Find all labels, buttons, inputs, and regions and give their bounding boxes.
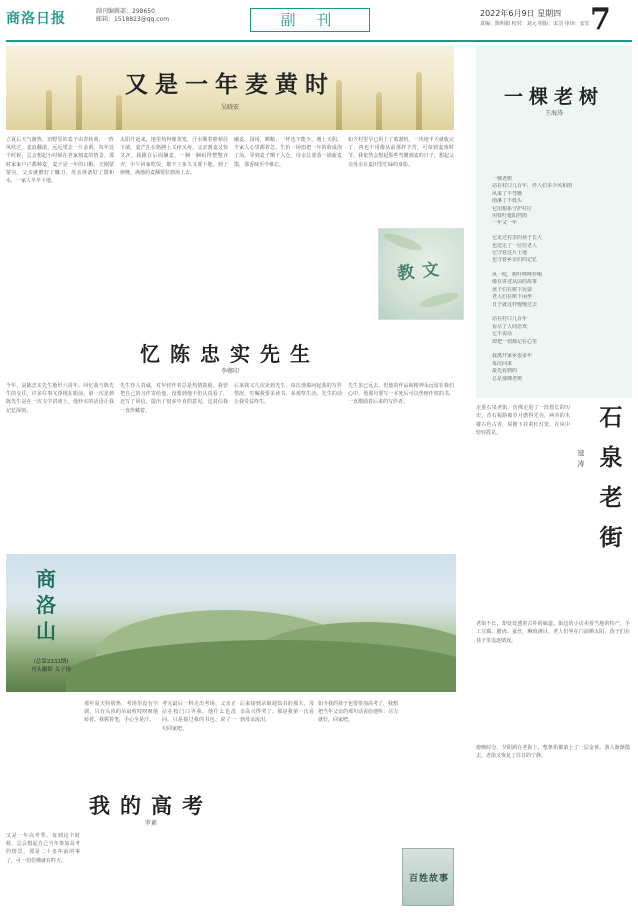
photo-title bbox=[28, 566, 64, 644]
vertical-article-column: 老街不长，却处处透着古朴的味道。街边的小店卖着当地的特产，手工豆腐、腊肉、蚕丝，琳琅满目。老人们坐在门前晒太阳，孩子们在巷子里追逐嬉戏。 bbox=[476, 621, 630, 644]
pub-line: 副刊编辑部：298650 bbox=[96, 8, 155, 15]
gaokao-author: 罗素 bbox=[144, 820, 157, 827]
editor-credits: 责编：陈明娟 校对：刘元 组版：宋洁 审读：安宏 bbox=[480, 21, 590, 27]
poem-line: 雨淋了不低头 bbox=[492, 198, 523, 205]
article1-column: 如今村里早已用上了收割机，一块地半天就收完了，再也不用像从前那样辛苦。可每到麦黄时节，我依然会想起那些弯腰割麦的日子，想起父亲母亲在麦田里忙碌的身影。 bbox=[348, 137, 454, 168]
poem-line: 风来了不弯腰 bbox=[492, 190, 523, 197]
masthead-rule bbox=[6, 40, 632, 42]
poem-line: 像在讲述从前的故事 bbox=[492, 279, 538, 286]
gaokao-column: 又是一年高考季。每到这个时候，总会想起自己当年参加高考的情景。那是二十多年前的事了，可一切仿佛就在昨天。 bbox=[6, 833, 80, 864]
illustration-label: 教 文 bbox=[396, 259, 442, 285]
stamp-label: 百姓故事 bbox=[409, 874, 450, 884]
poem-line: 站在村口几百年，伴人们多少风和雨 bbox=[492, 183, 573, 190]
gaokao-column: 那年夏天特别热，考场里没有空调，只有头顶的吊扇吱吱呀呀地转着。我握着笔，手心全是汗。 bbox=[84, 701, 158, 724]
poem-line: 日子就这样慢慢过去 bbox=[492, 301, 538, 308]
photo-caption-line: 刊头摄影 关子扬 bbox=[30, 667, 72, 673]
vertical-article-column: 傍晚时分，夕阳洒在老街上，整条街都染上了一层金黄。游人渐渐散去，老街又恢复了往日的宁静。 bbox=[476, 745, 630, 760]
vertical-article-title bbox=[596, 398, 626, 558]
poem-line: 站在村口几百年 bbox=[492, 316, 528, 323]
poem-author: 王海涛 bbox=[544, 110, 563, 117]
poem-line: 看尽了人间悲欢 bbox=[492, 323, 528, 330]
poem-title: 一棵老树 bbox=[503, 86, 604, 108]
poem-line bbox=[492, 265, 626, 272]
article2-column: 后来我又几次见到先生，每次他都问起我的写作情况，叮嘱我要多读书、多观察生活。先生的话让我受益终生。 bbox=[234, 383, 342, 406]
poem-line: 一棵老树 bbox=[492, 176, 513, 182]
poem-line: 它不说话 bbox=[492, 331, 513, 338]
vertical-article-author bbox=[574, 448, 588, 470]
poem-line: 却把一切都记在心里 bbox=[492, 338, 538, 345]
poem-line: 最先看到的 bbox=[492, 368, 518, 375]
article2-column: 今年，是陈忠实先生逝世六周年。回忆我与陈先生的交往，许多往事又浮现在眼前。第一次见到陈先生是在一次文学讲座上，他朴实的话语让我记忆深刻。 bbox=[6, 383, 114, 414]
poem-line: 风一吹，树叶哗哗作响 bbox=[492, 272, 543, 279]
vertical-title-char: 石 bbox=[599, 405, 623, 431]
pub-line: 邮箱：1518823@qq.com bbox=[96, 16, 170, 23]
poem-line: 它用根系守护村庄 bbox=[492, 205, 533, 212]
gaokao-column: 如今我的孩子也要参加高考了，我想把当年父亲的那句话说给他听：尽力就好，回家吧。 bbox=[318, 701, 398, 724]
photo-title-char: 山 bbox=[36, 619, 56, 643]
poem-line: 老人们在树下闲坐 bbox=[492, 294, 533, 301]
poem-line: 也守着乡亲们的记忆 bbox=[492, 257, 538, 264]
article2-column: 先生待人真诚，对年轻作者总是热情鼓励。我曾把自己的习作寄给他，没想到他不但认真看了，还写了回信，提出了很多中肯的意见。这封信我一直珍藏着。 bbox=[120, 383, 228, 414]
poem-line: 总是那棵老树 bbox=[492, 375, 523, 382]
poem-line: 一年又一年 bbox=[492, 220, 518, 227]
poem-line: 每次回来 bbox=[492, 360, 513, 367]
photo-caption-line: (总第2333期) bbox=[33, 659, 69, 665]
poem-line bbox=[492, 228, 626, 235]
newspaper-brand: 商洛日报 bbox=[6, 11, 66, 27]
vertical-author-char: 寇 bbox=[577, 449, 585, 457]
vertical-article-column: 走进石泉老街，仿佛走进了一段悠长的历史。青石板路被岁月磨得光亮，两旁的木楼古色古香，屋檐下挂着红灯笼，在风中轻轻摇晃。 bbox=[476, 405, 570, 437]
issue-date: 2022年6月9日 星期四 bbox=[480, 9, 562, 18]
vertical-title-char: 泉 bbox=[599, 445, 623, 471]
page-number: 7 bbox=[590, 2, 611, 37]
article1-banner bbox=[6, 46, 454, 130]
gaokao-column: 后来接到录取通知书的那天，母亲高兴得哭了。那是我第一次看到母亲流泪。 bbox=[240, 701, 314, 724]
poem-line: 也送走了一位位老人 bbox=[492, 242, 538, 249]
photo-caption bbox=[18, 658, 84, 674]
poem-lines bbox=[492, 176, 626, 383]
poem-line bbox=[492, 309, 626, 316]
article2-title: 忆陈忠实先生 bbox=[140, 342, 320, 366]
article2-column: 先生虽已远去，但他的作品和精神永远留在我们心中。他那句要写一本死后可以垫棺作枕的书，一直激励着后来的写作者。 bbox=[348, 383, 454, 406]
photo-title-char: 洛 bbox=[36, 593, 56, 617]
article1-byline: 吴晓宏 bbox=[220, 104, 239, 111]
masthead bbox=[0, 0, 638, 40]
gaokao-title: 我的高考 bbox=[89, 794, 213, 818]
poem-line: 它守着这片土地 bbox=[492, 249, 528, 256]
vertical-author-char: 涛 bbox=[577, 460, 585, 468]
poem-line: 用枝叶遮阳挡雨 bbox=[492, 212, 528, 219]
article2-byline: 李郸印 bbox=[220, 368, 239, 375]
vertical-title-char: 老 bbox=[599, 485, 623, 511]
article1-column: 太阳升起来，地里热得像蒸笼，汗水顺着脸颊往下淌，麦芒扎在胳膊上又痒又疼。父亲割麦又快又齐，我跟在后面捆麦，一捆一捆码得整整齐齐。中午回家吃饭，歇不了多久又要下地。到了傍晚，满地的麦捆要拉到场上去。 bbox=[120, 137, 228, 176]
poem-line: 我离开家乡很多年 bbox=[492, 353, 533, 360]
section-title: 副 刊 bbox=[250, 8, 370, 32]
vertical-title-char: 街 bbox=[599, 525, 623, 551]
gaokao-column: 考完最后一科走出考场，父亲正站在校门口等我。他什么也没问，只是接过我的书包，说了一句回家吧。 bbox=[162, 701, 236, 732]
landscape-photo bbox=[6, 554, 456, 692]
poem-line: 孩子们在树下玩耍 bbox=[492, 286, 533, 293]
article1-column: 立夏后天气渐热，田野里的麦子由青转黄，一阵风吹过，麦浪翻滚，远远望去一片金黄。每年这个时候，总会想起小时候在老家割麦的情景。那时家家户户都种麦，麦子是一年的口粮。天刚蒙蒙亮，父亲就磨好了镰刀，母亲准备好了馍和水，一家人早早下地。 bbox=[6, 137, 114, 185]
poem-line: 它见过村里的孩子长大 bbox=[492, 235, 543, 242]
teacher-illustration bbox=[378, 228, 464, 320]
photo-title-char: 商 bbox=[36, 567, 56, 591]
article1-column: 碾麦、扬场、晒粮，一样也不能少。遇上天阴，全家人心里都着急，生怕一场雨把一年的收成泡了汤。等到麦子晒干入仓，母亲总要蒸一锅新麦馍，那香味至今难忘。 bbox=[234, 137, 342, 168]
stamp-image bbox=[402, 848, 454, 906]
publication-info bbox=[96, 8, 169, 24]
article1-title: 又是一年麦黄时 bbox=[125, 72, 335, 98]
poem-box bbox=[476, 46, 632, 398]
poem-line bbox=[492, 346, 626, 353]
